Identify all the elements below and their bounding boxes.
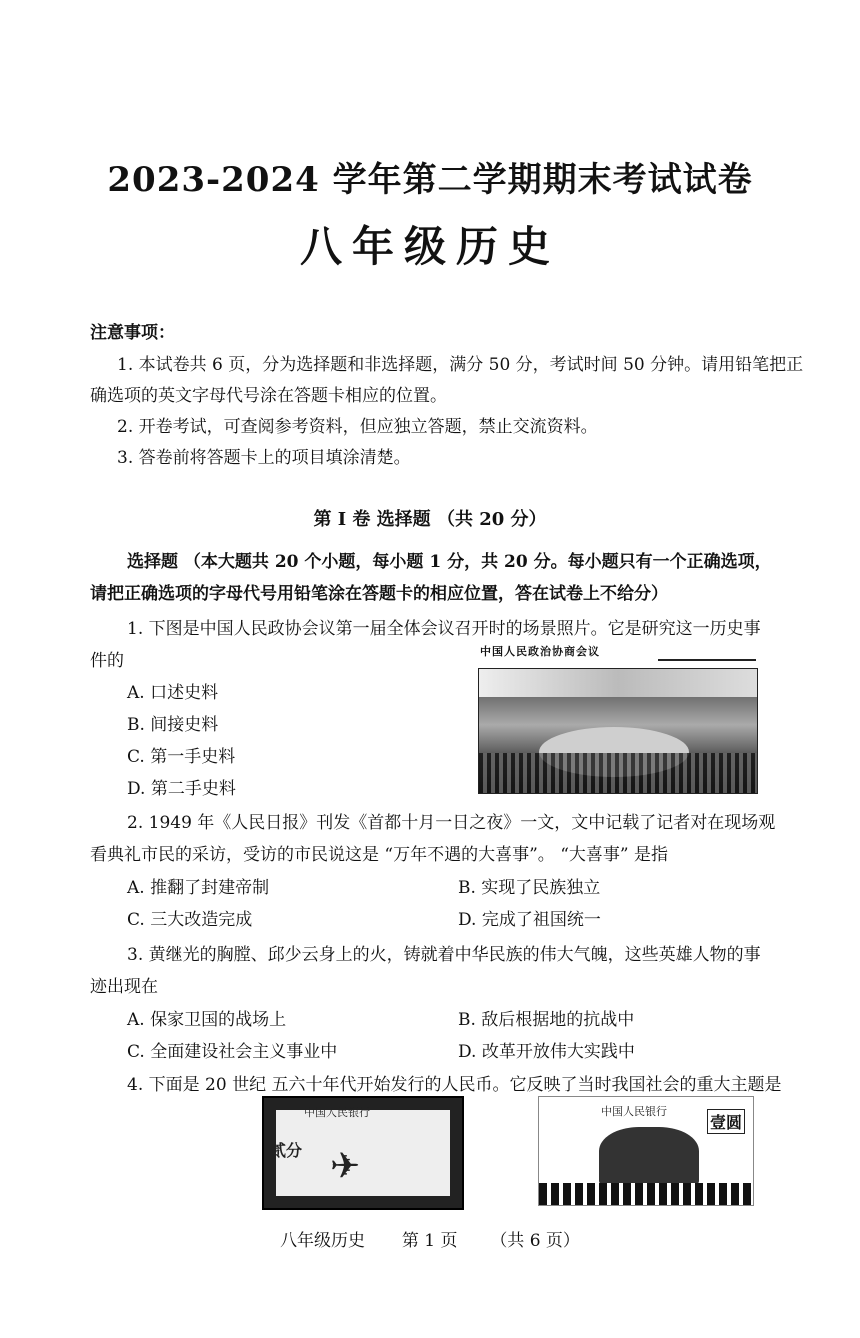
question-1-option-d[interactable]: D. 第二手史料: [127, 779, 236, 799]
question-2-option-d[interactable]: D. 完成了祖国统一: [458, 910, 601, 930]
question-3-option-b[interactable]: B. 敌后根据地的抗战中: [458, 1010, 635, 1030]
notice-item-3: 3. 答卷前将答题卡上的项目填涂清楚。: [117, 448, 411, 468]
banknote-border: [539, 1183, 753, 1205]
banknote-one-yuan-header: 中国人民银行: [601, 1105, 667, 1118]
question-3-option-c[interactable]: C. 全面建设社会主义事业中: [127, 1042, 338, 1062]
question-1-option-a[interactable]: A. 口述史料: [127, 683, 219, 703]
question-4-stem: 4. 下面是 20 世纪 五六十年代开始发行的人民币。它反映了当时我国社会的重大主题是: [127, 1075, 782, 1095]
photo-caption: 中国人民政治协商会议: [480, 645, 600, 658]
question-1-option-b[interactable]: B. 间接史料: [127, 715, 219, 735]
caption-rule: [658, 659, 756, 661]
notice-item-1-cont: 确选项的英文字母代号涂在答题卡相应的位置。: [90, 386, 447, 406]
question-1-option-c[interactable]: C. 第一手史料: [127, 747, 236, 767]
question-3-stem-cont: 迹出现在: [90, 977, 158, 997]
banknote-two-fen: [262, 1096, 464, 1210]
question-2-option-a[interactable]: A. 推翻了封建帝制: [127, 878, 270, 898]
banknote-two-fen-value: 贰分: [270, 1141, 303, 1160]
exam-title: 2023-2024 学年第二学期期末考试试卷: [107, 160, 753, 200]
section-instructions: 选择题 （本大题共 20 个小题，每小题 1 分，共 20 分。每小题只有一个正确选项，: [127, 552, 772, 572]
banknote-one-yuan: [538, 1096, 754, 1206]
page-footer: [0, 1226, 860, 1251]
question-3-option-d[interactable]: D. 改革开放伟大实践中: [458, 1042, 635, 1062]
question-1-stem: 1. 下图是中国人民政协会议第一届全体会议召开时的场景照片。它是研究这一历史事: [127, 619, 761, 639]
question-3-option-a[interactable]: A. 保家卫国的战场上: [127, 1010, 287, 1030]
footer-page: 第 1 页: [401, 1231, 458, 1251]
question-2-option-b[interactable]: B. 实现了民族独立: [458, 878, 601, 898]
airplane-icon: ✈: [330, 1146, 361, 1187]
subject-title: 八年级历史: [299, 222, 560, 271]
section-title: 第 I 卷 选择题 （共 20 分）: [313, 509, 547, 530]
cppcc-photo: [478, 668, 758, 794]
tractor-icon: [599, 1127, 699, 1187]
footer-total: （共 6 页）: [490, 1231, 580, 1251]
footer-subject: 八年级历史: [280, 1231, 366, 1251]
question-3-stem: 3. 黄继光的胸膛、邱少云身上的火，铸就着中华民族的伟大气魄，这些英雄人物的事: [127, 945, 761, 965]
question-1-stem-cont: 件的: [90, 651, 124, 671]
section-instructions-cont: 请把正确选项的字母代号用铅笔涂在答题卡的相应位置，答在试卷上不给分）: [90, 584, 668, 604]
banknote-two-fen-face: [276, 1110, 450, 1196]
question-2-stem: 2. 1949 年《人民日报》刊发《首都十月一日之夜》一文，文中记载了记者对在现场观: [127, 813, 776, 833]
question-2-option-c[interactable]: C. 三大改造完成: [127, 910, 253, 930]
notice-item-1: 1. 本试卷共 6 页，分为选择题和非选择题，满分 50 分，考试时间 50 分钟。请用铅笔把正: [117, 355, 804, 375]
notice-heading: 注意事项：: [90, 323, 175, 343]
question-2-stem-cont: 看典礼市民的采访，受访的市民说这是 “万年不遇的大喜事”。 “大喜事” 是指: [90, 845, 668, 865]
photo-banner: [479, 669, 757, 697]
banknote-one-yuan-value: 壹圆: [707, 1109, 745, 1134]
notice-item-2: 2. 开卷考试，可查阅参考资料，但应独立答题，禁止交流资料。: [117, 417, 598, 437]
banknote-two-fen-header: 中国人民银行: [304, 1106, 370, 1119]
photo-audience: [479, 753, 757, 793]
